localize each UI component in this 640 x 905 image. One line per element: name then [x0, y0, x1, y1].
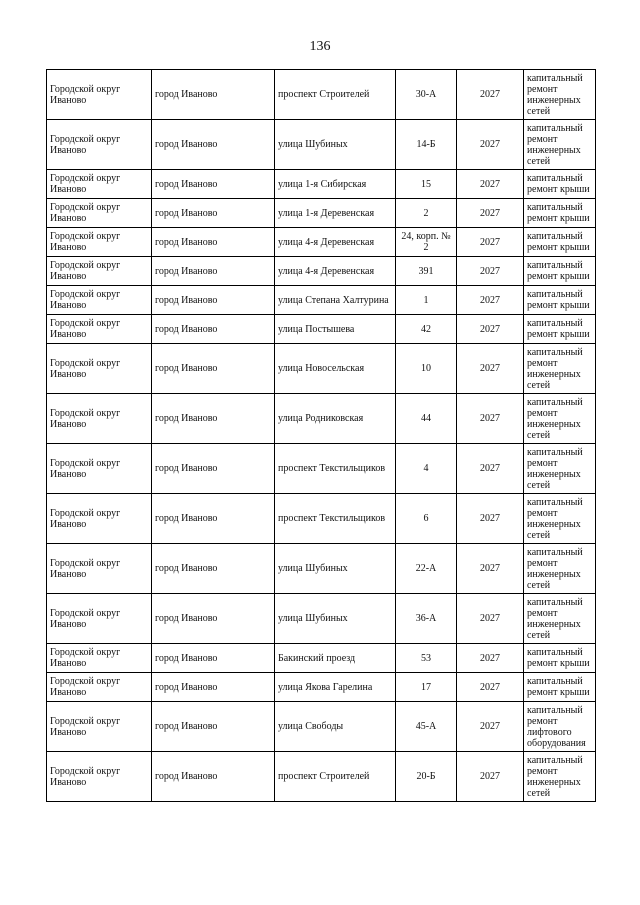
street-cell: проспект Текстильщиков: [275, 444, 396, 494]
year-cell: 2027: [457, 752, 524, 802]
city-cell: город Иваново: [152, 673, 275, 702]
work-type-cell: капитальный ремонт крыши: [524, 199, 596, 228]
table-row: [47, 673, 596, 702]
work-type-cell: капитальный ремонт инженерных сетей: [524, 594, 596, 644]
city-cell: город Иваново: [152, 170, 275, 199]
table-row: [47, 344, 596, 394]
work-type-cell: капитальный ремонт инженерных сетей: [524, 70, 596, 120]
year-cell: 2027: [457, 594, 524, 644]
year-cell: 2027: [457, 702, 524, 752]
city-cell: город Иваново: [152, 315, 275, 344]
district-cell: Городской округ Иваново: [47, 199, 152, 228]
city-cell: город Иваново: [152, 286, 275, 315]
table-row: [47, 257, 596, 286]
district-cell: Городской округ Иваново: [47, 673, 152, 702]
district-cell: Городской округ Иваново: [47, 752, 152, 802]
city-cell: город Иваново: [152, 199, 275, 228]
house-number-cell: 45-А: [396, 702, 457, 752]
year-cell: 2027: [457, 228, 524, 257]
table-row: [47, 702, 596, 752]
street-cell: улица 4-я Деревенская: [275, 257, 396, 286]
city-cell: город Иваново: [152, 444, 275, 494]
district-cell: Городской округ Иваново: [47, 344, 152, 394]
house-number-cell: 4: [396, 444, 457, 494]
year-cell: 2027: [457, 286, 524, 315]
year-cell: 2027: [457, 673, 524, 702]
house-number-cell: 15: [396, 170, 457, 199]
work-type-cell: капитальный ремонт инженерных сетей: [524, 494, 596, 544]
district-cell: Городской округ Иваново: [47, 494, 152, 544]
street-cell: улица Свободы: [275, 702, 396, 752]
street-cell: проспект Строителей: [275, 752, 396, 802]
work-type-cell: капитальный ремонт крыши: [524, 315, 596, 344]
street-cell: проспект Текстильщиков: [275, 494, 396, 544]
house-number-cell: 10: [396, 344, 457, 394]
street-cell: улица 1-я Сибирская: [275, 170, 396, 199]
house-number-cell: 36-А: [396, 594, 457, 644]
year-cell: 2027: [457, 644, 524, 673]
year-cell: 2027: [457, 444, 524, 494]
district-cell: Городской округ Иваново: [47, 394, 152, 444]
house-number-cell: 24, корп. № 2: [396, 228, 457, 257]
work-type-cell: капитальный ремонт лифтового оборудования: [524, 702, 596, 752]
city-cell: город Иваново: [152, 594, 275, 644]
work-type-cell: капитальный ремонт крыши: [524, 257, 596, 286]
table-row: [47, 444, 596, 494]
district-cell: Городской округ Иваново: [47, 120, 152, 170]
city-cell: город Иваново: [152, 228, 275, 257]
table-row: [47, 544, 596, 594]
district-cell: Городской округ Иваново: [47, 70, 152, 120]
page-number: 136: [309, 39, 331, 54]
work-type-cell: капитальный ремонт крыши: [524, 644, 596, 673]
year-cell: 2027: [457, 70, 524, 120]
street-cell: улица Степана Халтурина: [275, 286, 396, 315]
city-cell: город Иваново: [152, 257, 275, 286]
district-cell: Городской округ Иваново: [47, 594, 152, 644]
house-number-cell: 2: [396, 199, 457, 228]
table-row: [47, 120, 596, 170]
house-number-cell: 17: [396, 673, 457, 702]
work-type-cell: капитальный ремонт крыши: [524, 673, 596, 702]
district-cell: Городской округ Иваново: [47, 444, 152, 494]
table-row: [47, 494, 596, 544]
year-cell: 2027: [457, 199, 524, 228]
work-type-cell: капитальный ремонт инженерных сетей: [524, 544, 596, 594]
table-row: [47, 315, 596, 344]
work-type-cell: капитальный ремонт инженерных сетей: [524, 444, 596, 494]
table-row: [47, 752, 596, 802]
work-type-cell: капитальный ремонт крыши: [524, 170, 596, 199]
district-cell: Городской округ Иваново: [47, 315, 152, 344]
table-row: [47, 394, 596, 444]
city-cell: город Иваново: [152, 702, 275, 752]
city-cell: город Иваново: [152, 644, 275, 673]
year-cell: 2027: [457, 344, 524, 394]
year-cell: 2027: [457, 315, 524, 344]
year-cell: 2027: [457, 494, 524, 544]
work-type-cell: капитальный ремонт крыши: [524, 286, 596, 315]
district-cell: Городской округ Иваново: [47, 228, 152, 257]
table-row: [47, 199, 596, 228]
street-cell: улица 4-я Деревенская: [275, 228, 396, 257]
year-cell: 2027: [457, 394, 524, 444]
district-cell: Городской округ Иваново: [47, 544, 152, 594]
year-cell: 2027: [457, 544, 524, 594]
street-cell: улица Родниковская: [275, 394, 396, 444]
street-cell: проспект Строителей: [275, 70, 396, 120]
street-cell: улица Шубиных: [275, 544, 396, 594]
city-cell: город Иваново: [152, 70, 275, 120]
table-row: [47, 286, 596, 315]
table-row: [47, 170, 596, 199]
year-cell: 2027: [457, 170, 524, 199]
district-cell: Городской округ Иваново: [47, 702, 152, 752]
table-row: [47, 228, 596, 257]
city-cell: город Иваново: [152, 752, 275, 802]
table-row: [47, 644, 596, 673]
house-number-cell: 14-Б: [396, 120, 457, 170]
table-row: [47, 70, 596, 120]
city-cell: город Иваново: [152, 544, 275, 594]
district-cell: Городской округ Иваново: [47, 644, 152, 673]
street-cell: улица Новосельская: [275, 344, 396, 394]
street-cell: улица Шубиных: [275, 594, 396, 644]
street-cell: улица 1-я Деревенская: [275, 199, 396, 228]
work-type-cell: капитальный ремонт крыши: [524, 228, 596, 257]
street-cell: улица Шубиных: [275, 120, 396, 170]
work-type-cell: капитальный ремонт инженерных сетей: [524, 752, 596, 802]
city-cell: город Иваново: [152, 394, 275, 444]
house-number-cell: 1: [396, 286, 457, 315]
house-number-cell: 22-А: [396, 544, 457, 594]
work-type-cell: капитальный ремонт инженерных сетей: [524, 344, 596, 394]
district-cell: Городской округ Иваново: [47, 257, 152, 286]
district-cell: Городской округ Иваново: [47, 170, 152, 199]
year-cell: 2027: [457, 257, 524, 286]
district-cell: Городской округ Иваново: [47, 286, 152, 315]
repair-schedule-table: [46, 69, 596, 802]
street-cell: улица Якова Гарелина: [275, 673, 396, 702]
house-number-cell: 42: [396, 315, 457, 344]
house-number-cell: 20-Б: [396, 752, 457, 802]
street-cell: Бакинский проезд: [275, 644, 396, 673]
city-cell: город Иваново: [152, 344, 275, 394]
work-type-cell: капитальный ремонт инженерных сетей: [524, 394, 596, 444]
work-type-cell: капитальный ремонт инженерных сетей: [524, 120, 596, 170]
house-number-cell: 44: [396, 394, 457, 444]
table-row: [47, 594, 596, 644]
city-cell: город Иваново: [152, 120, 275, 170]
house-number-cell: 30-А: [396, 70, 457, 120]
house-number-cell: 391: [396, 257, 457, 286]
house-number-cell: 6: [396, 494, 457, 544]
house-number-cell: 53: [396, 644, 457, 673]
street-cell: улица Постышева: [275, 315, 396, 344]
year-cell: 2027: [457, 120, 524, 170]
city-cell: город Иваново: [152, 494, 275, 544]
